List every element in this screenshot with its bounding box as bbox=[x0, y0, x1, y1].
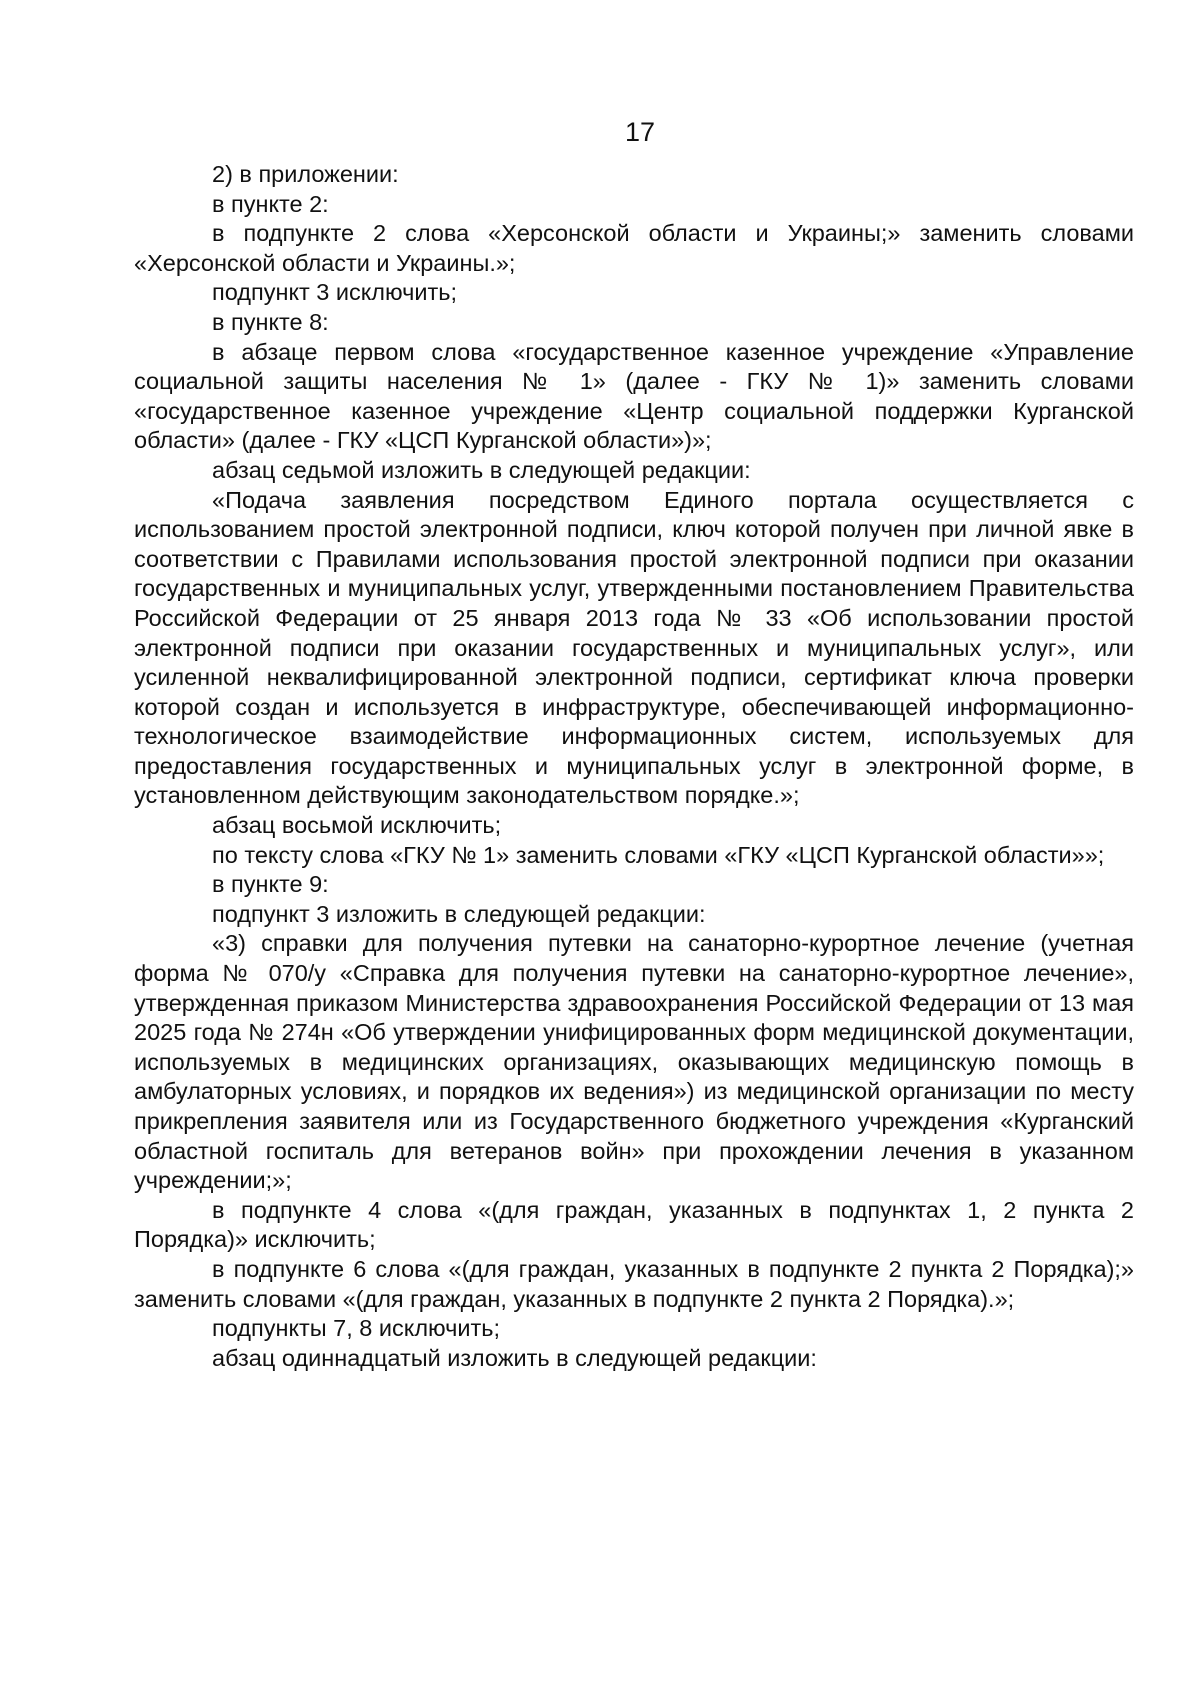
paragraph: подпункт 3 изложить в следующей редакции: bbox=[212, 900, 706, 927]
page-number: 17 bbox=[624, 117, 656, 147]
paragraph: абзац седьмой изложить в следующей редакции: bbox=[212, 456, 751, 483]
document-body bbox=[134, 160, 1134, 1373]
paragraph: абзац одиннадцатый изложить в следующей редакции: bbox=[212, 1344, 817, 1371]
paragraph: абзац восьмой исключить; bbox=[212, 812, 502, 839]
paragraph: «3) справки для получения путевки на санаторно-курортное лечение (учетная форма № 070/у «Справка для получения путевки на санаторно-курортное лечение», утвержденная приказом Министерства здравоохранения Российской Федерации от 13 мая 2025 года № 274н «Об утверждении унифицированных форм медицинской документации, используемых в медицинских организациях, оказывающих медицинскую помощь в амбулаторных условиях, и порядков их ведения») из медицинской организации по месту прикрепления заявителя или из Государственного бюджетного учреждения «Курганский областной госпиталь для ветеранов войн» при прохождении лечения в указанном учреждении;»; bbox=[134, 930, 1134, 1194]
paragraph: в пункте 8: bbox=[212, 308, 329, 335]
paragraph: в подпункте 4 слова «(для граждан, указанных в подпунктах 1, 2 пункта 2 Порядка)» исключить; bbox=[134, 1196, 1134, 1253]
paragraph: «Подача заявления посредством Единого портала осуществляется с использованием простой электронной подписи, ключ которой получен при личной явке в соответствии с Правилами использования простой электронной подписи при оказании государственных и муниципальных услуг, утвержденными постановлением Правительства Российской Федерации от 25 января 2013 года № 33 «Об использовании простой электронной подписи при оказании государственных и муниципальных услуг», или усиленной неквалифицированной электронной подписи, сертификат ключа проверки которой создан и используется в инфраструктуре, обеспечивающей информационно-технологическое взаимодействие информационных систем, используемых для предоставления государственных и муниципальных услуг в электронной форме, в установленном действующим законодательством порядке.»; bbox=[134, 486, 1134, 809]
paragraph: в подпункте 6 слова «(для граждан, указанных в подпункте 2 пункта 2 Порядка);» заменить словами «(для граждан, указанных в подпункте 2 пункта 2 Порядка).»; bbox=[134, 1255, 1134, 1312]
paragraph: в пункте 9: bbox=[212, 871, 329, 898]
paragraph: по тексту слова «ГКУ № 1» заменить словами «ГКУ «ЦСП Курганской области»»; bbox=[212, 841, 1105, 868]
paragraph: 2) в приложении: bbox=[212, 161, 399, 187]
paragraph: в подпункте 2 слова «Херсонской области и Украины;» заменить словами «Херсонской области и Украины.»; bbox=[134, 220, 1134, 276]
paragraph: в пункте 2: bbox=[212, 190, 329, 217]
paragraph: подпункт 3 исключить; bbox=[212, 279, 458, 306]
paragraph: подпункты 7, 8 исключить; bbox=[212, 1315, 501, 1342]
paragraph: в абзаце первом слова «государственное казенное учреждение «Управление социальной защиты населения № 1» (далее - ГКУ № 1)» заменить словами «государственное казенное учреждение «Центр социальной поддержки Курганской области» (далее - ГКУ «ЦСП Курганской области»)»; bbox=[134, 338, 1134, 454]
